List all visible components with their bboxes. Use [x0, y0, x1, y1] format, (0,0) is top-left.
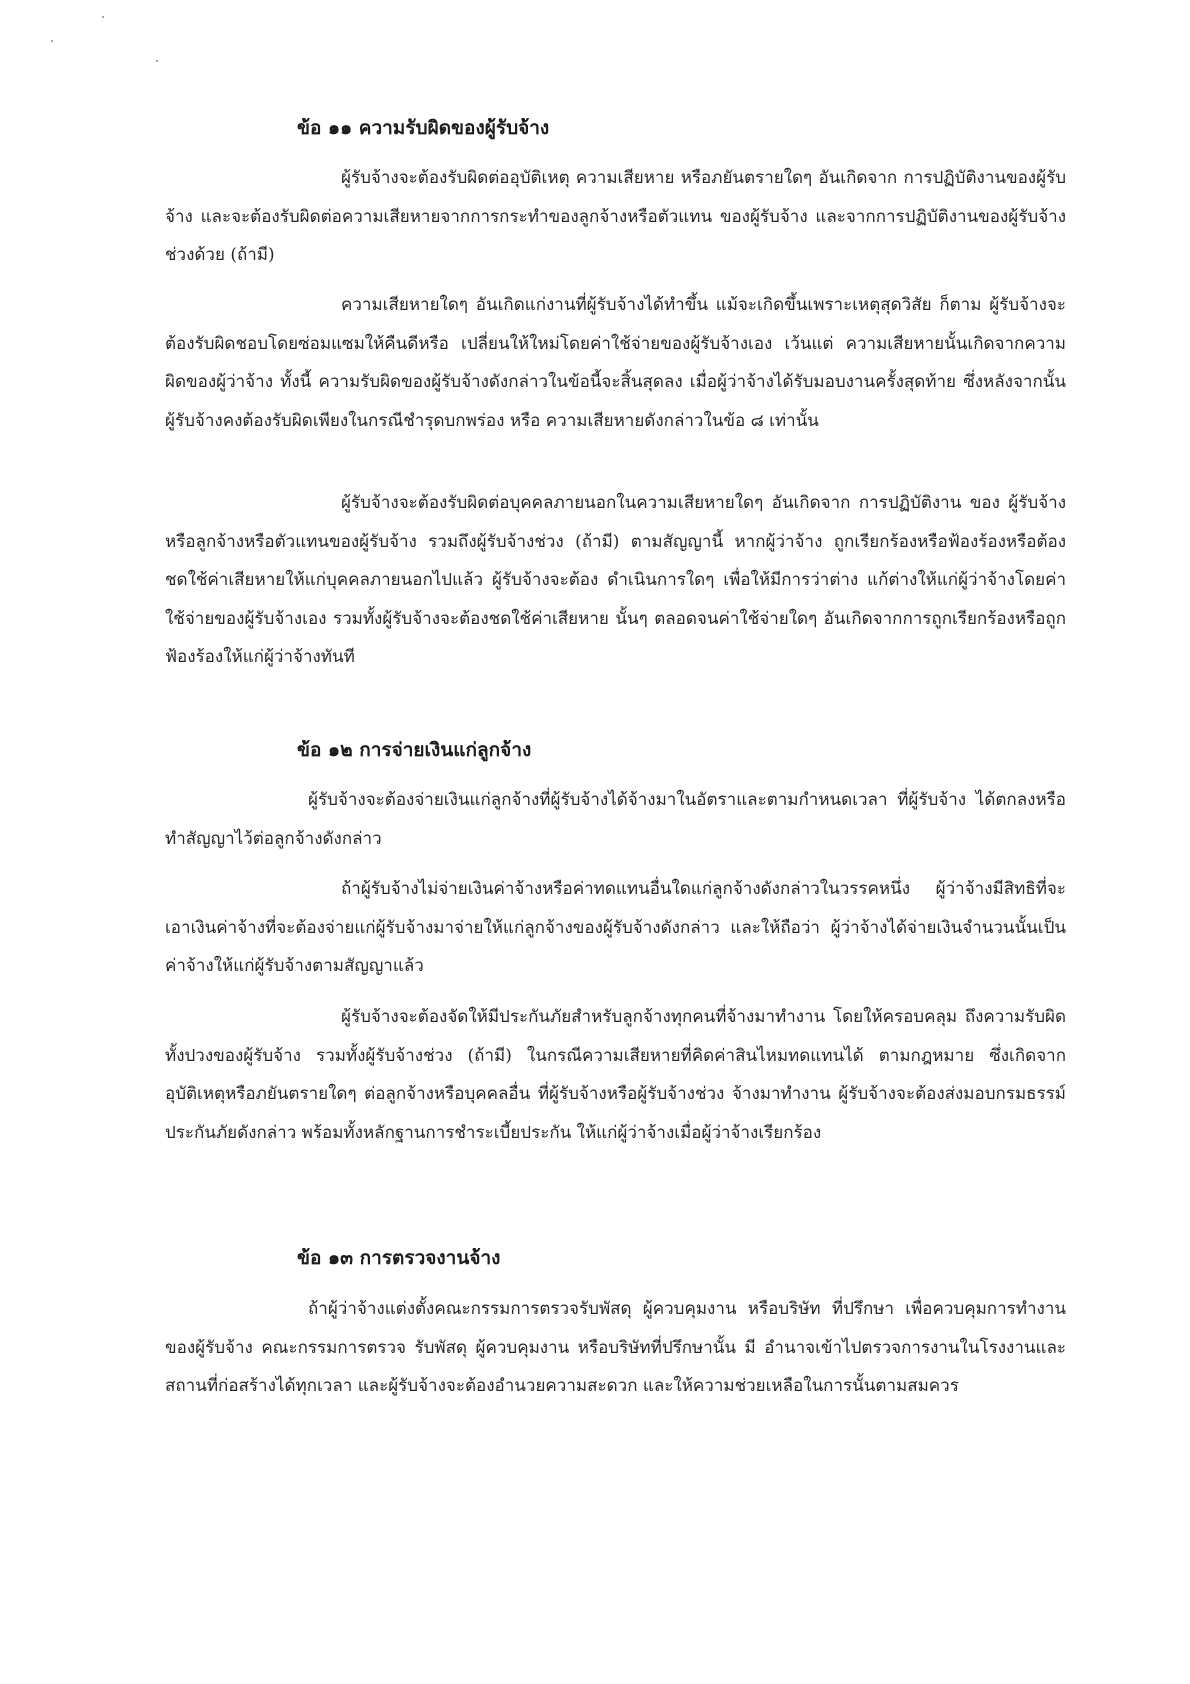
- section-12-heading: ข้อ ๑๒ การจ่ายเงินแก่ลูกจ้าง: [297, 739, 532, 761]
- section-13-paragraph-1: ถ้าผู้ว่าจ้างแต่งตั้งคณะกรรมการตรวจรับพัสดุ ผู้ควบคุมงาน หรือบริษัท ที่ปรึกษา เพื่อควบคุมการทำงานของผู้รับจ้าง คณะกรรมการตรวจ รับพัสดุ ผู้ควบคุมงาน หรือบริษัทที่ปรึกษานั้น มี อำนาจเข้าไปตรวจการงานในโรงงานและสถานที่ก่อสร้างได้ทุกเวลา และผู้รับจ้างจะต้องอำนวยความสะดวก และให้ความช่วยเหลือในการนั้นตามสมควร: [165, 1299, 1066, 1396]
- section-12-paragraph-1: ผู้รับจ้างจะต้องจ่ายเงินแก่ลูกจ้างที่ผู้รับจ้างได้จ้างมาในอัตราและตามกำหนดเวลา ที่ผู้รับจ้าง ได้ตกลงหรือทำสัญญาไว้ต่อลูกจ้างดังกล่าว: [165, 790, 1066, 849]
- section-13-heading: ข้อ ๑๓ การตรวจงานจ้าง: [297, 1247, 501, 1269]
- section-11-paragraph-2: ความเสียหายใดๆ อันเกิดแก่งานที่ผู้รับจ้างได้ทำขึ้น แม้จะเกิดขึ้นเพราะเหตุสุดวิสัย ก็ตาม ผู้รับจ้างจะต้องรับผิดชอบโดยซ่อมแซมให้คืนดีหรือ เปลี่ยนให้ใหม่โดยค่าใช้จ่ายของผู้รับจ้างเอง เว้นแต่ ความเสียหายนั้นเกิดจากความผิดของผู้ว่าจ้าง ทั้งนี้ ความรับผิดของผู้รับจ้างดังกล่าวในข้อนี้จะสิ้นสุดลง เมื่อผู้ว่าจ้างได้รับมอบงานครั้งสุดท้าย ซึ่งหลังจากนั้นผู้รับจ้างคงต้องรับผิดเพียงในกรณีชำรุดบกพร่อง หรือ ความเสียหายดังกล่าวในข้อ ๘ เท่านั้น: [165, 295, 1066, 431]
- section-11-paragraph-3: ผู้รับจ้างจะต้องรับผิดต่อบุคคลภายนอกในความเสียหายใดๆ อันเกิดจาก การปฏิบัติงาน ของ ผู้รับจ้าง หรือลูกจ้างหรือตัวแทนของผู้รับจ้าง รวมถึงผู้รับจ้างช่วง (ถ้ามี) ตามสัญญานี้ หากผู้ว่าจ้าง ถูกเรียกร้องหรือฟ้องร้องหรือต้องชดใช้ค่าเสียหายให้แก่บุคคลภายนอกไปแล้ว ผู้รับจ้างจะต้อง ดำเนินการใดๆ เพื่อให้มีการว่าต่าง แก้ต่างให้แก่ผู้ว่าจ้างโดยค่าใช้จ่ายของผู้รับจ้างเอง รวมทั้งผู้รับจ้างจะต้องชดใช้ค่าเสียหาย นั้นๆ ตลอดจนค่าใช้จ่ายใดๆ อันเกิดจากการถูกเรียกร้องหรือถูกฟ้องร้องให้แก่ผู้ว่าจ้างทันที: [165, 493, 1066, 667]
- section-11-paragraph-1: ผู้รับจ้างจะต้องรับผิดต่ออุบัติเหตุ ความเสียหาย หรือภยันตรายใดๆ อันเกิดจาก การปฏิบัติงานของผู้รับจ้าง และจะต้องรับผิดต่อความเสียหายจากการกระทำของลูกจ้างหรือตัวแทน ของผู้รับจ้าง และจากการปฏิบัติงานของผู้รับจ้างช่วงด้วย (ถ้ามี): [165, 168, 1066, 265]
- section-12-paragraph-2: ถ้าผู้รับจ้างไม่จ่ายเงินค่าจ้างหรือค่าทดแทนอื่นใดแก่ลูกจ้างดังกล่าวในวรรคหนึ่ง ผู้ว่าจ้างมีสิทธิที่จะเอาเงินค่าจ้างที่จะต้องจ่ายแก่ผู้รับจ้างมาจ่ายให้แก่ลูกจ้างของผู้รับจ้างดังกล่าว และให้ถือว่า ผู้ว่าจ้างได้จ่ายเงินจำนวนนั้นเป็นค่าจ้างให้แก่ผู้รับจ้างตามสัญญาแล้ว: [165, 879, 1066, 976]
- section-12-paragraph-3: ผู้รับจ้างจะต้องจัดให้มีประกันภัยสำหรับลูกจ้างทุกคนที่จ้างมาทำงาน โดยให้ครอบคลุม ถึงความรับผิดทั้งปวงของผู้รับจ้าง รวมทั้งผู้รับจ้างช่วง (ถ้ามี) ในกรณีความเสียหายที่คิดค่าสินไหมทดแทนได้ ตามกฎหมาย ซึ่งเกิดจากอุบัติเหตุหรือภยันตรายใดๆ ต่อลูกจ้างหรือบุคคลอื่น ที่ผู้รับจ้างหรือผู้รับจ้างช่วง จ้างมาทำงาน ผู้รับจ้างจะต้องส่งมอบกรมธรรม์ประกันภัยดังกล่าว พร้อมทั้งหลักฐานการชำระเบี้ยประกัน ให้แก่ผู้ว่าจ้างเมื่อผู้ว่าจ้างเรียกร้อง: [165, 1007, 1066, 1143]
- section-11-heading: ข้อ ๑๑ ความรับผิดของผู้รับจ้าง: [297, 117, 550, 139]
- scan-speck: [102, 16, 104, 18]
- scan-speck: [156, 60, 158, 62]
- scan-speck: [51, 40, 53, 42]
